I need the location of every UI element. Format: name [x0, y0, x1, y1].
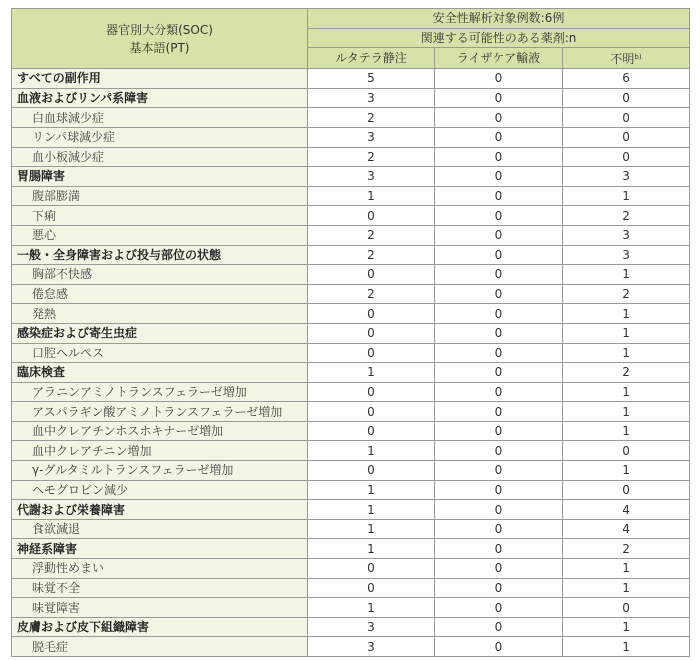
- lutathera-count-cell: 1: [308, 441, 435, 461]
- table-row-soc: [12, 167, 690, 187]
- lutathera-count-cell: 2: [308, 108, 435, 128]
- table-row-pt: [12, 265, 690, 285]
- soc-term-cell: 一般・全身障害および投与部位の状態: [12, 245, 308, 265]
- lutathera-count-cell: 0: [308, 402, 435, 422]
- lutathera-count-cell: 1: [308, 363, 435, 383]
- unknown-count-cell: 1: [563, 637, 690, 657]
- unknown-count-cell: 6: [563, 69, 690, 89]
- unknown-count-cell: 1: [563, 559, 690, 579]
- unknown-count-cell: 0: [563, 108, 690, 128]
- pt-term-cell: アスパラギン酸アミノトランスフェラーゼ増加: [12, 402, 308, 422]
- lysakare-count-cell: 0: [435, 323, 563, 343]
- pt-term-cell: 味覚障害: [12, 598, 308, 618]
- related-drug-header: 関連する可能性のある薬剤:n: [308, 28, 690, 48]
- lutathera-count-cell: 3: [308, 167, 435, 187]
- table-row-pt: [12, 206, 690, 226]
- unknown-count-cell: 1: [563, 382, 690, 402]
- table-header: [12, 9, 690, 69]
- lutathera-count-cell: 0: [308, 323, 435, 343]
- table-row-soc: [12, 323, 690, 343]
- lysakare-count-cell: 0: [435, 343, 563, 363]
- lutathera-count-cell: 0: [308, 265, 435, 285]
- unknown-count-cell: 0: [563, 441, 690, 461]
- lysakare-count-cell: 0: [435, 539, 563, 559]
- column-header-label: ライザケア輸液: [456, 51, 541, 66]
- table-row-pt: [12, 225, 690, 245]
- unknown-count-cell: 4: [563, 519, 690, 539]
- unknown-count-cell: 0: [563, 598, 690, 618]
- pt-header-line2: 基本語(PT): [129, 40, 190, 55]
- pt-term-cell: 倦怠感: [12, 284, 308, 304]
- unknown-count-cell: 1: [563, 402, 690, 422]
- lutathera-count-cell: 2: [308, 147, 435, 167]
- pt-term-cell: 白血球減少症: [12, 108, 308, 128]
- unknown-count-cell: 1: [563, 186, 690, 206]
- column-header-lysakare: [435, 48, 563, 69]
- soc-term-cell: 胃腸障害: [12, 167, 308, 187]
- lysakare-count-cell: 0: [435, 245, 563, 265]
- unknown-count-cell: 3: [563, 245, 690, 265]
- column-header-unknown: [563, 48, 690, 69]
- soc-pt-header: [12, 9, 308, 69]
- unknown-count-cell: 1: [563, 578, 690, 598]
- lysakare-count-cell: 0: [435, 225, 563, 245]
- pt-term-cell: 血小板減少症: [12, 147, 308, 167]
- lysakare-count-cell: 0: [435, 147, 563, 167]
- unknown-count-cell: 3: [563, 167, 690, 187]
- unknown-count-cell: 1: [563, 421, 690, 441]
- pt-term-cell: 口腔ヘルペス: [12, 343, 308, 363]
- lutathera-count-cell: 2: [308, 284, 435, 304]
- lysakare-count-cell: 0: [435, 598, 563, 618]
- table-row-soc: [12, 69, 690, 89]
- lysakare-count-cell: 0: [435, 519, 563, 539]
- table-row-pt: [12, 519, 690, 539]
- pt-term-cell: リンパ球減少症: [12, 127, 308, 147]
- adverse-reactions-table: [11, 8, 690, 657]
- lysakare-count-cell: 0: [435, 363, 563, 383]
- table-row-pt: [12, 578, 690, 598]
- table-row-soc: [12, 500, 690, 520]
- table-row-soc: [12, 88, 690, 108]
- lutathera-count-cell: 0: [308, 304, 435, 324]
- pt-term-cell: 下痢: [12, 206, 308, 226]
- lutathera-count-cell: 1: [308, 519, 435, 539]
- table-row-soc: [12, 617, 690, 637]
- unknown-count-cell: 4: [563, 500, 690, 520]
- lutathera-count-cell: 0: [308, 578, 435, 598]
- lutathera-count-cell: 3: [308, 637, 435, 657]
- unknown-count-cell: 0: [563, 88, 690, 108]
- unknown-count-cell: 1: [563, 265, 690, 285]
- soc-term-cell: すべての副作用: [12, 69, 308, 89]
- lysakare-count-cell: 0: [435, 441, 563, 461]
- lutathera-count-cell: 5: [308, 69, 435, 89]
- unknown-count-cell: 1: [563, 323, 690, 343]
- soc-term-cell: 神経系障害: [12, 539, 308, 559]
- lutathera-count-cell: 0: [308, 206, 435, 226]
- lysakare-count-cell: 0: [435, 265, 563, 285]
- column-header-label: 不明: [610, 52, 635, 67]
- lysakare-count-cell: 0: [435, 206, 563, 226]
- pt-term-cell: 胸部不快感: [12, 265, 308, 285]
- pt-term-cell: 腹部膨満: [12, 186, 308, 206]
- pt-term-cell: γ-グルタミルトランスフェラーゼ増加: [12, 461, 308, 481]
- pt-term-cell: アラニンアミノトランスフェラーゼ増加: [12, 382, 308, 402]
- pt-term-cell: 血中クレアチニン増加: [12, 441, 308, 461]
- soc-header-line1: 器官別大分類(SOC): [106, 22, 213, 37]
- unknown-count-cell: 2: [563, 284, 690, 304]
- pt-term-cell: 悪心: [12, 225, 308, 245]
- lysakare-count-cell: 0: [435, 578, 563, 598]
- lysakare-count-cell: 0: [435, 186, 563, 206]
- unknown-count-cell: 0: [563, 147, 690, 167]
- lutathera-count-cell: 0: [308, 461, 435, 481]
- table-row-pt: [12, 402, 690, 422]
- soc-term-cell: 血液およびリンパ系障害: [12, 88, 308, 108]
- lysakare-count-cell: 0: [435, 284, 563, 304]
- lysakare-count-cell: 0: [435, 480, 563, 500]
- lutathera-count-cell: 2: [308, 225, 435, 245]
- soc-term-cell: 感染症および寄生虫症: [12, 323, 308, 343]
- pt-term-cell: 脱毛症: [12, 637, 308, 657]
- lutathera-count-cell: 1: [308, 539, 435, 559]
- unknown-count-cell: 0: [563, 127, 690, 147]
- soc-term-cell: 代謝および栄養障害: [12, 500, 308, 520]
- unknown-count-cell: 1: [563, 304, 690, 324]
- pt-term-cell: 血中クレアチンホスホキナーゼ増加: [12, 421, 308, 441]
- lutathera-count-cell: 1: [308, 598, 435, 618]
- table-row-pt: [12, 637, 690, 657]
- lysakare-count-cell: 0: [435, 108, 563, 128]
- lutathera-count-cell: 1: [308, 480, 435, 500]
- lysakare-count-cell: 0: [435, 304, 563, 324]
- soc-term-cell: 皮膚および皮下組織障害: [12, 617, 308, 637]
- unknown-count-cell: 2: [563, 539, 690, 559]
- lysakare-count-cell: 0: [435, 617, 563, 637]
- lutathera-count-cell: 1: [308, 186, 435, 206]
- lutathera-count-cell: 2: [308, 245, 435, 265]
- lysakare-count-cell: 0: [435, 402, 563, 422]
- pt-term-cell: 浮動性めまい: [12, 559, 308, 579]
- pt-term-cell: 味覚不全: [12, 578, 308, 598]
- table-row-pt: [12, 186, 690, 206]
- lysakare-count-cell: 0: [435, 88, 563, 108]
- table-row-pt: [12, 559, 690, 579]
- table-row-pt: [12, 382, 690, 402]
- lutathera-count-cell: 3: [308, 127, 435, 147]
- table-row-pt: [12, 598, 690, 618]
- table-row-soc: [12, 539, 690, 559]
- table-row-soc: [12, 363, 690, 383]
- population-header: 安全性解析対象例数:6例: [308, 9, 690, 29]
- soc-term-cell: 臨床検査: [12, 363, 308, 383]
- pt-term-cell: 発熱: [12, 304, 308, 324]
- table-row-pt: [12, 108, 690, 128]
- lysakare-count-cell: 0: [435, 500, 563, 520]
- table-row-pt: [12, 441, 690, 461]
- lutathera-count-cell: 3: [308, 88, 435, 108]
- table-row-pt: [12, 480, 690, 500]
- unknown-count-cell: 0: [563, 480, 690, 500]
- table-row-pt: [12, 343, 690, 363]
- lysakare-count-cell: 0: [435, 461, 563, 481]
- unknown-count-cell: 1: [563, 343, 690, 363]
- unknown-count-cell: 2: [563, 363, 690, 383]
- lysakare-count-cell: 0: [435, 637, 563, 657]
- table-row-pt: [12, 147, 690, 167]
- lutathera-count-cell: 1: [308, 500, 435, 520]
- lutathera-count-cell: 3: [308, 617, 435, 637]
- lutathera-count-cell: 0: [308, 421, 435, 441]
- table-row-pt: [12, 127, 690, 147]
- unknown-count-cell: 2: [563, 206, 690, 226]
- table-row-pt: [12, 421, 690, 441]
- column-header-lutathera: [308, 48, 435, 69]
- table-body: [12, 69, 690, 657]
- unknown-count-cell: 1: [563, 617, 690, 637]
- table-row-pt: [12, 304, 690, 324]
- table-row-pt: [12, 284, 690, 304]
- lysakare-count-cell: 0: [435, 382, 563, 402]
- lysakare-count-cell: 0: [435, 421, 563, 441]
- unknown-count-cell: 1: [563, 461, 690, 481]
- pt-term-cell: ヘモグロビン減少: [12, 480, 308, 500]
- lysakare-count-cell: 0: [435, 167, 563, 187]
- lutathera-count-cell: 0: [308, 382, 435, 402]
- footnote-marker: b): [634, 53, 642, 62]
- pt-term-cell: 食欲減退: [12, 519, 308, 539]
- lysakare-count-cell: 0: [435, 127, 563, 147]
- lysakare-count-cell: 0: [435, 559, 563, 579]
- lysakare-count-cell: 0: [435, 69, 563, 89]
- column-header-label: ルタテラ静注: [335, 51, 407, 66]
- lutathera-count-cell: 0: [308, 343, 435, 363]
- table-row-pt: [12, 461, 690, 481]
- lutathera-count-cell: 0: [308, 559, 435, 579]
- table-row-soc: [12, 245, 690, 265]
- unknown-count-cell: 3: [563, 225, 690, 245]
